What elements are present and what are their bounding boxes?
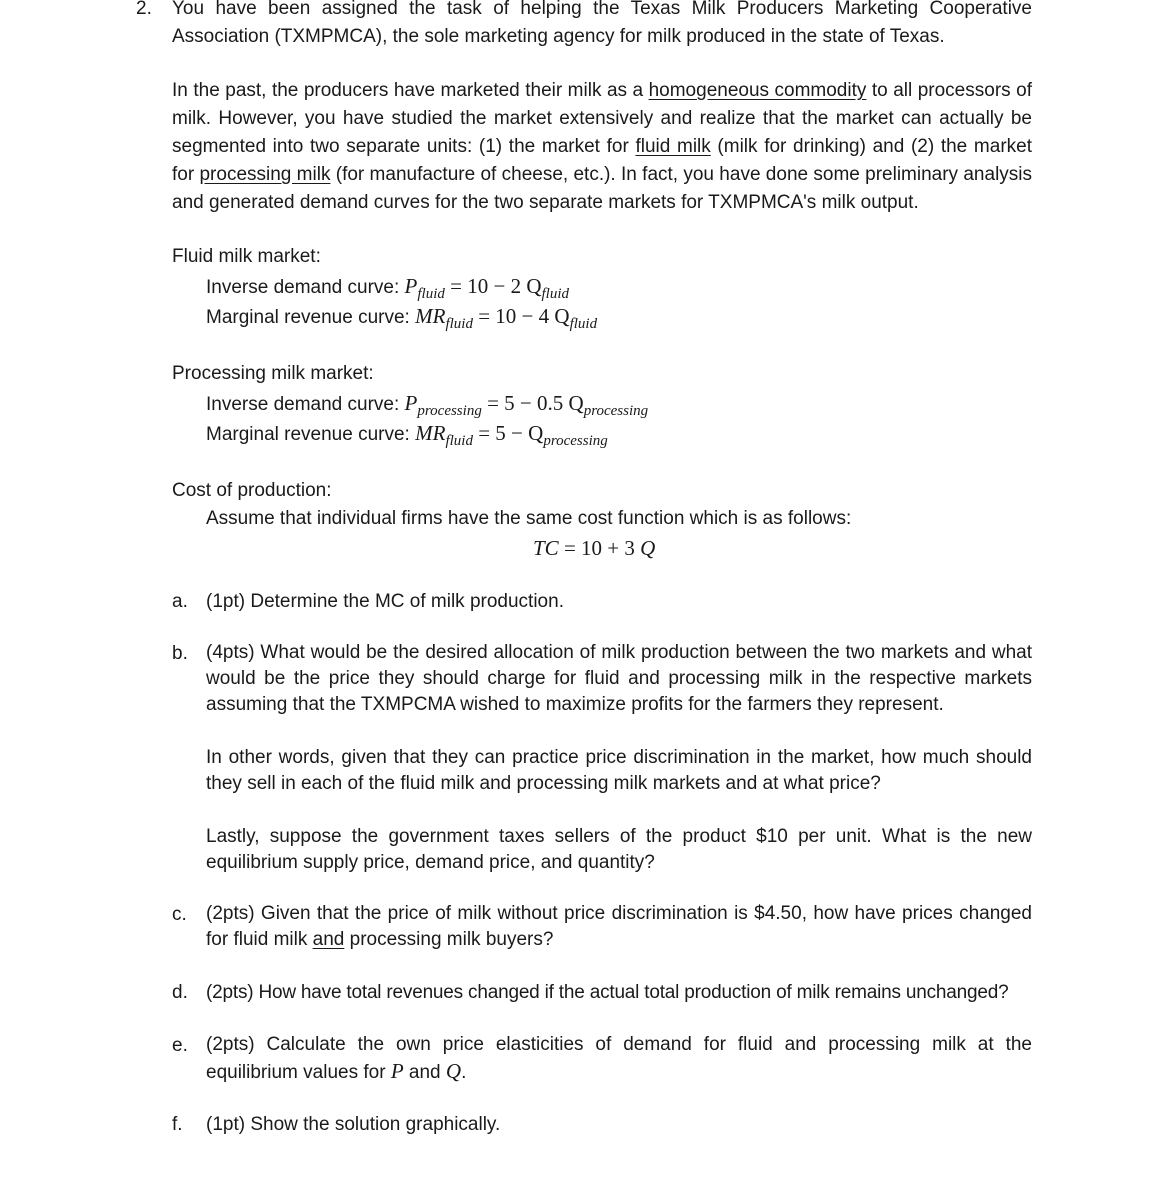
fluid-mr-mr: MR: [415, 304, 446, 328]
part-c-label: c.: [172, 904, 187, 925]
question-number: 2.: [136, 0, 152, 19]
fluid-inv-p: P: [404, 274, 418, 298]
cost-equation: [533, 534, 655, 564]
fluid-inverse-demand: [206, 272, 569, 303]
part-e-mid: and: [403, 1062, 446, 1083]
part-b-text-3: Lastly, suppose the government taxes sellers of the product $10 per unit. What is the new equilibrium supply price, demand price, and quantity?: [206, 826, 1032, 873]
processing-marginal-revenue: [206, 419, 608, 450]
fluid-marginal-revenue: [206, 302, 597, 333]
tc-rhs: = 10 + 3: [558, 536, 641, 560]
fluid-heading: Fluid milk market:: [172, 246, 321, 267]
part-e-label: e.: [172, 1035, 188, 1056]
processing-milk-term: processing milk: [199, 164, 331, 185]
proc-inv-label: Inverse demand curve:: [206, 394, 405, 415]
fluid-mr-sub: fluid: [445, 316, 473, 332]
homogeneous-commodity-term: homogeneous commodity: [648, 80, 867, 101]
proc-mr-label: Marginal revenue curve:: [206, 424, 416, 445]
fluid-inv-sub: fluid: [417, 286, 445, 302]
part-f-text: (1pt) Show the solution graphically.: [206, 1114, 501, 1135]
tc-symbol: TC: [533, 536, 559, 560]
processing-inverse-demand: [206, 389, 648, 420]
market-text-3: (milk for drinking) and (2) the market for: [172, 136, 1032, 185]
part-b-label: b.: [172, 643, 188, 664]
proc-mr-mr: MR: [415, 421, 446, 445]
proc-inv-qsub: processing: [583, 403, 649, 419]
fluid-inv-rhs: = 10 − 2 Q: [444, 274, 542, 298]
proc-mr-qsub: processing: [543, 433, 608, 449]
cost-text: Assume that individual firms have the same cost function which is as follows:: [206, 508, 852, 529]
fluid-mr-rhs: = 10 − 4 Q: [472, 304, 570, 328]
proc-inv-p: P: [404, 391, 418, 415]
part-b-text-2: In other words, given that they can practice price discrimination in the market, how much should they sell in each of the fluid milk and processing milk markets and at what price?: [206, 747, 1032, 794]
proc-mr-rhs: = 5 − Q: [472, 421, 544, 445]
part-c-text-a: (2pts) Given that the price of milk without price discrimination is $4.50, how have prices changed for fluid milk: [206, 903, 1032, 950]
cost-heading: Cost of production:: [172, 480, 332, 501]
part-d-label: d.: [172, 982, 188, 1003]
market-text-4: (for manufacture of cheese, etc.). In fact, you have done some preliminary analysis and generated demand curves for the two separate markets for TXMPMCA's milk output.: [172, 164, 1033, 213]
fluid-mr-qsub: fluid: [569, 316, 598, 332]
part-e-text-a: (2pts) Calculate the own price elasticities of demand for fluid and processing milk at the equilibrium values for: [206, 1034, 1032, 1083]
market-text-1: In the past, the producers have marketed their milk as a: [172, 80, 649, 101]
tc-q: Q: [640, 536, 656, 560]
fluid-milk-term: fluid milk: [635, 136, 711, 157]
proc-inv-rhs: = 5 − 0.5 Q: [481, 391, 584, 415]
processing-heading: Processing milk market:: [172, 363, 374, 384]
part-c-text: [206, 901, 1032, 953]
proc-mr-sub: fluid: [445, 433, 473, 449]
fluid-inv-qsub: fluid: [541, 286, 570, 302]
fluid-inv-label: Inverse demand curve:: [206, 277, 405, 298]
part-b-text-1: (4pts) What would be the desired allocation of milk production between the two markets and what would be the price they should charge for fluid and processing milk in the respective markets assuming that the TXMPCMA wished to maximize profits for the farmers they represent.: [206, 642, 1032, 715]
part-e-text: [206, 1032, 1032, 1086]
intro-paragraph: You have been assigned the task of helping the Texas Milk Producers Marketing Cooperative Association (TXMPMCA), the sole marketing agency for milk produced in the state of Texas.: [172, 0, 1032, 47]
part-a-label: a.: [172, 591, 188, 612]
part-e-end: .: [461, 1062, 467, 1083]
market-paragraph: [172, 77, 1032, 217]
part-d-text: (2pts) How have total revenues changed if the actual total production of milk remains unchanged?: [206, 982, 1009, 1003]
fluid-mr-label: Marginal revenue curve:: [206, 307, 416, 328]
part-e-q: Q: [445, 1059, 462, 1083]
proc-inv-sub: processing: [417, 403, 482, 419]
part-a-text: (1pt) Determine the MC of milk production.: [206, 591, 564, 612]
part-c-and: and: [312, 929, 345, 950]
part-c-text-b: processing milk buyers?: [344, 929, 554, 950]
market-text-2: to all processors of milk. However, you have studied the market extensively and realize that the market can actually be segmented into two separate units: (1) the market for: [172, 80, 1032, 157]
part-f-label: f.: [172, 1114, 183, 1135]
part-e-p: P: [390, 1059, 404, 1083]
